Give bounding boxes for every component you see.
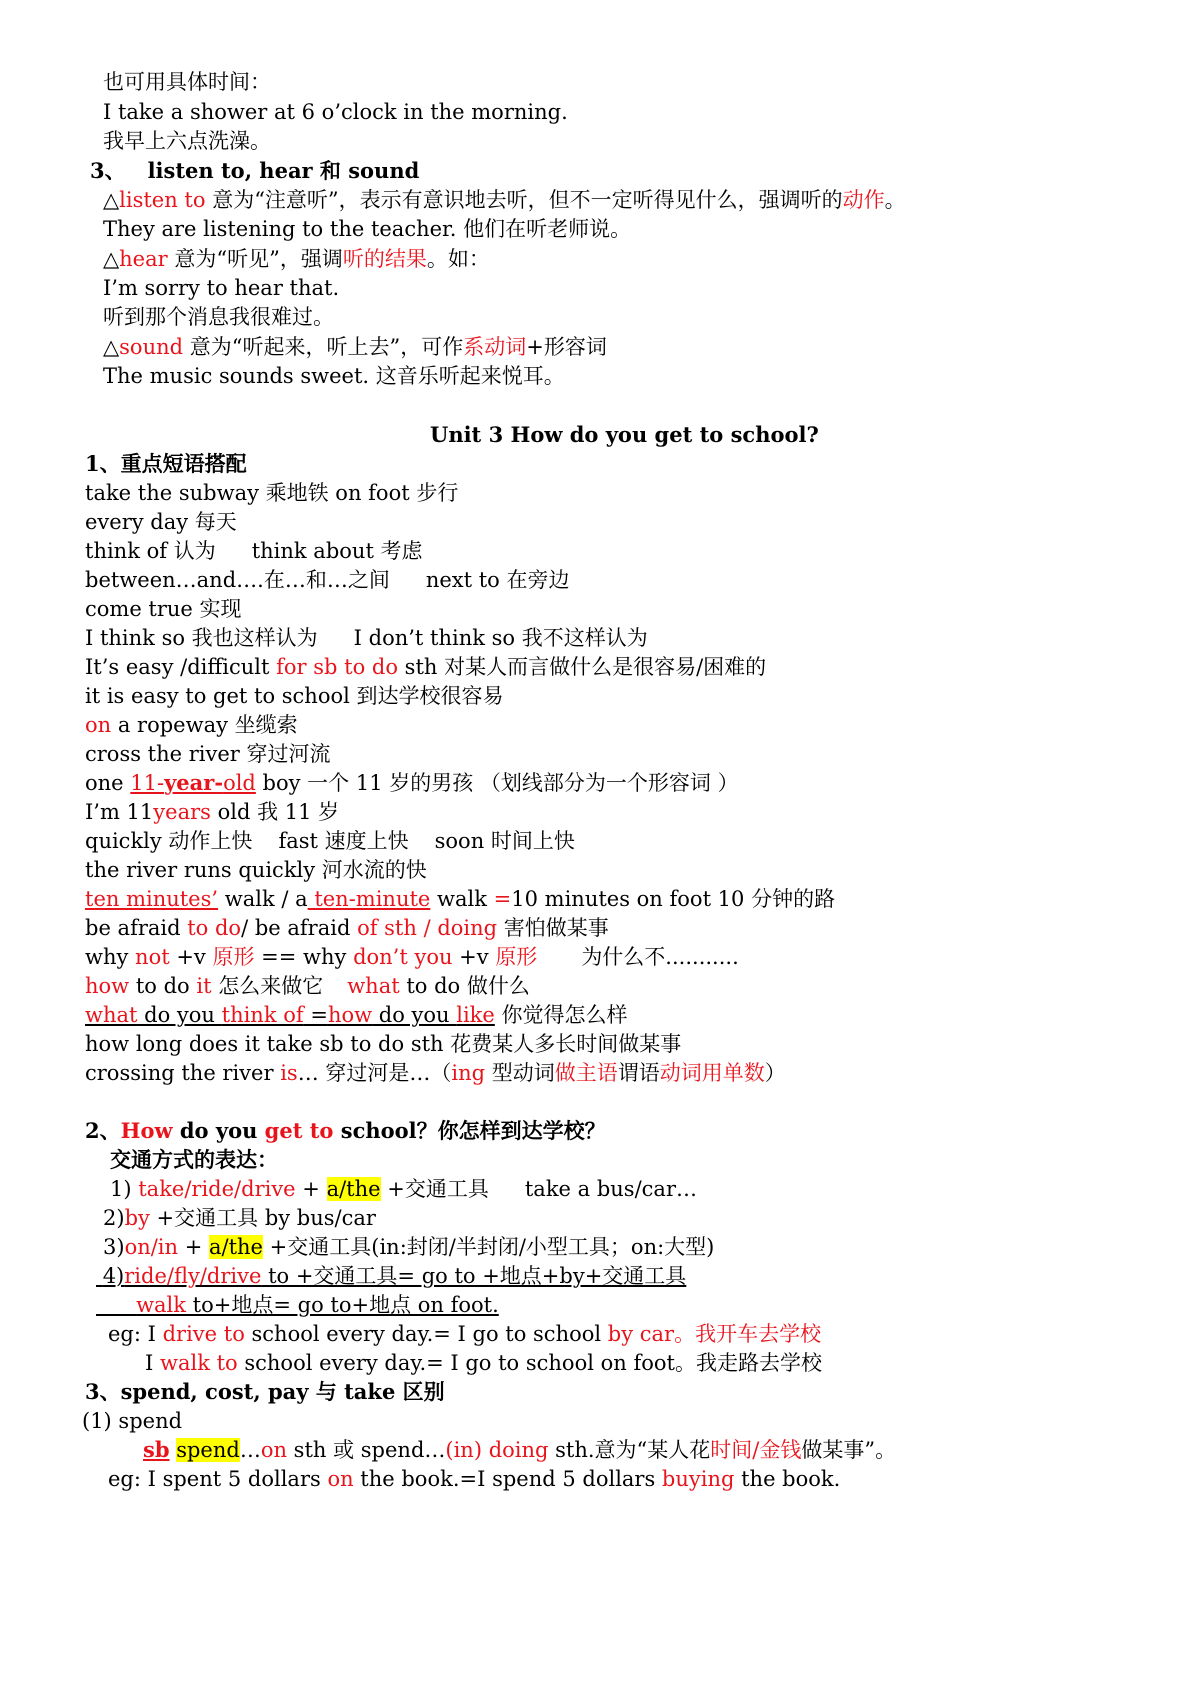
text-line	[143, 1436, 896, 1464]
keyword: 做主语	[554, 1061, 618, 1085]
text: to +交通工具= go to +地点+by+交通工具	[261, 1264, 687, 1288]
text: +交通工具	[380, 1177, 489, 1201]
text: 2)	[103, 1206, 125, 1230]
text: think about 考虑	[251, 539, 423, 563]
keyword: on	[85, 713, 112, 737]
text-line: (1) spend	[82, 1409, 183, 1433]
keyword: 时间/金钱	[710, 1438, 802, 1462]
highlight: a/the	[209, 1235, 263, 1259]
text: soon 时间上快	[434, 829, 575, 853]
text: 害怕做某事	[497, 916, 609, 940]
text: It’s easy /difficult	[85, 655, 277, 679]
text: school every day.= I go to school	[244, 1322, 608, 1346]
keyword: for sb to do	[276, 655, 398, 679]
triangle-icon: △	[103, 335, 120, 359]
keyword: 动作	[842, 188, 885, 212]
phrase-line: cross the river 穿过河流	[85, 742, 331, 766]
method-line	[103, 1204, 376, 1232]
keyword: ing	[451, 1061, 486, 1085]
keyword: walk	[136, 1293, 186, 1317]
text: ）	[764, 1061, 786, 1085]
keyword: years	[153, 800, 211, 824]
underlined-phrase	[85, 1003, 495, 1027]
keyword: think of	[221, 1003, 304, 1027]
keyword: by	[124, 1206, 150, 1230]
text: take a bus/car…	[524, 1177, 697, 1201]
text: eg: I	[108, 1322, 163, 1346]
keyword: 系动词	[463, 335, 527, 359]
text: think of 认为	[85, 539, 216, 563]
keyword: walk to	[159, 1351, 238, 1375]
text: =	[303, 1003, 328, 1027]
phrase-line	[85, 943, 739, 971]
phrase-line	[85, 566, 570, 594]
text: 3)	[103, 1235, 125, 1259]
keyword: (in) doing	[445, 1438, 549, 1462]
keyword: 原形	[212, 945, 255, 969]
section-number: 3、	[90, 158, 126, 183]
text: sth.意为“某人花	[548, 1438, 711, 1462]
text: old 我 11 岁	[210, 800, 340, 824]
phrase-line: the river runs quickly 河水流的快	[85, 858, 427, 882]
keyword: on/in	[124, 1235, 179, 1259]
section-heading: 1、重点短语搭配	[85, 451, 247, 476]
keyword: ten-minute	[307, 887, 431, 911]
keyword: get to	[264, 1118, 334, 1143]
keyword: year-	[164, 770, 224, 795]
keyword: it	[196, 974, 212, 998]
keyword: ten minutes’	[85, 887, 219, 911]
phrase-line	[85, 798, 339, 826]
highlight: spend	[176, 1438, 240, 1462]
text: 10 minutes on foot 10 分钟的路	[511, 887, 836, 911]
keyword: by car	[607, 1322, 675, 1346]
keyword: drive to	[162, 1322, 245, 1346]
text: sth 对某人而言做什么是很容易/困难的	[398, 655, 767, 679]
section-title: listen to, hear 和 sound	[147, 158, 420, 183]
phrase-line: every day 每天	[85, 510, 237, 534]
text: eg: I spent 5 dollars	[108, 1467, 328, 1491]
text: walk	[430, 887, 494, 911]
keyword: listen to	[119, 188, 206, 212]
text-line: 我早上六点洗澡。	[103, 129, 271, 153]
text: 型动词	[485, 1061, 555, 1085]
keyword: 。我开车去学校	[674, 1322, 822, 1346]
keyword: on	[327, 1467, 354, 1491]
text: one	[85, 771, 131, 795]
text: quickly 动作上快	[85, 829, 253, 853]
text: 意为“注意听”，表示有意识地去听，但不一定听得见什么，强调听的	[205, 188, 843, 212]
text: 意为“听起来，听上去”，可作	[183, 335, 464, 359]
text: to do	[129, 974, 197, 998]
section-heading	[90, 157, 419, 185]
text: a ropeway 坐缆索	[111, 713, 298, 737]
method-line	[103, 1233, 714, 1261]
keyword: don’t you	[353, 945, 453, 969]
keyword: 原形	[495, 945, 538, 969]
text: +交通工具(in:封闭/半封闭/小型工具；on:大型)	[263, 1235, 715, 1259]
text: +形容词	[526, 335, 607, 359]
triangle-icon: △	[103, 188, 120, 212]
text: +	[295, 1177, 327, 1201]
section-heading: 3、spend, cost, pay 与 take 区别	[85, 1379, 445, 1404]
text-line	[103, 333, 607, 361]
sub-heading: 交通方式的表达：	[110, 1147, 278, 1172]
keyword: not	[135, 945, 170, 969]
keyword: how	[85, 974, 130, 998]
keyword: to do	[187, 916, 242, 940]
text-line: 听到那个消息我很难过。	[103, 305, 334, 329]
phrase-line	[85, 653, 766, 681]
keyword: is	[280, 1061, 298, 1085]
text: …	[239, 1438, 261, 1462]
text: be afraid	[85, 916, 188, 940]
phrase-line: come true 实现	[85, 597, 242, 621]
text: why	[85, 945, 136, 969]
text: do you	[372, 1003, 457, 1027]
phrase-line	[85, 711, 298, 739]
keyword: 动词用单数	[659, 1061, 765, 1085]
example-line	[108, 1320, 821, 1348]
phrase-line	[85, 1001, 628, 1029]
text: I think so 我也这样认为	[85, 626, 318, 650]
text: to+地点= go to+地点 on foot.	[186, 1293, 499, 1317]
text: walk / a	[218, 887, 308, 911]
phrase-line	[85, 972, 530, 1000]
text-line: I’m sorry to hear that.	[103, 276, 340, 300]
phrase-line	[85, 769, 739, 797]
text: 做某事”。	[801, 1438, 897, 1462]
text: / be afraid	[241, 916, 358, 940]
method-line	[110, 1175, 697, 1203]
keyword: old	[223, 771, 256, 795]
text: crossing the river	[85, 1061, 281, 1085]
keyword: ride/fly/drive	[124, 1264, 262, 1288]
text: boy 一个 11 岁的男孩 （划线部分为一个形容词 ）	[255, 771, 739, 795]
keyword: what	[85, 1003, 138, 1027]
text: +	[178, 1235, 209, 1259]
text: the book.	[734, 1467, 841, 1491]
text: +交通工具 by bus/car	[149, 1206, 376, 1230]
example-line	[145, 1349, 822, 1377]
text: I’m 11	[85, 800, 154, 824]
method-line	[96, 1262, 686, 1290]
keyword: =	[493, 887, 512, 911]
text: 怎么来做它	[211, 974, 324, 998]
text-line: 也可用具体时间：	[103, 70, 271, 94]
unit-title: Unit 3 How do you get to school?	[430, 422, 819, 447]
text: 。	[884, 188, 906, 212]
text: 意为“听见”，强调	[167, 247, 343, 271]
method-line	[96, 1291, 499, 1319]
text: do you	[137, 1003, 222, 1027]
phrase-line	[85, 885, 835, 913]
keyword: sound	[119, 335, 184, 359]
keyword: of sth / doing	[357, 916, 498, 940]
keyword: what	[347, 974, 400, 998]
text: the book.=I spend 5 dollars	[353, 1467, 662, 1491]
keyword: on	[260, 1438, 287, 1462]
text-line: They are listening to the teacher. 他们在听老师说。	[103, 217, 632, 241]
section-number: 2、	[85, 1118, 121, 1143]
text: … 穿过河是…（	[297, 1061, 452, 1085]
phrase-line	[85, 624, 648, 652]
keyword: like	[456, 1003, 495, 1027]
text: == why	[254, 945, 354, 969]
keyword: hear	[119, 247, 168, 271]
highlight: a/the	[326, 1177, 381, 1201]
keyword: buying	[661, 1467, 735, 1491]
keyword: how	[327, 1003, 373, 1027]
keyword: How	[120, 1118, 173, 1143]
text: 谓语	[617, 1061, 660, 1085]
phrase-line: how long does it take sb to do sth 花费某人多长时间做某事	[85, 1032, 682, 1056]
text-line	[103, 245, 490, 273]
text: 4)	[102, 1264, 125, 1288]
text-line	[103, 186, 906, 214]
text: 1)	[110, 1177, 139, 1201]
phrase-line	[85, 1059, 786, 1087]
text: I don’t think so 我不这样认为	[353, 626, 648, 650]
text: sth 或 spend…	[287, 1438, 446, 1462]
section-heading	[85, 1117, 606, 1145]
text: to do 做什么	[399, 974, 530, 998]
text: next to 在旁边	[425, 568, 570, 592]
text: 你觉得怎么样	[494, 1003, 628, 1027]
text: do you	[172, 1118, 265, 1143]
text: +v	[169, 945, 213, 969]
keyword: 11-	[130, 771, 165, 795]
keyword: 听的结果	[342, 247, 427, 271]
text: between…and….在…和…之间	[85, 568, 390, 592]
text: +v	[452, 945, 496, 969]
phrase-line	[85, 827, 575, 855]
text: school？你怎样到达学校？	[333, 1118, 606, 1143]
text-line: The music sounds sweet. 这音乐听起来悦耳。	[103, 364, 565, 388]
text: 为什么不...........	[581, 945, 739, 969]
text-line: I take a shower at 6 o’clock in the morning.	[103, 100, 568, 124]
phrase-line	[85, 537, 423, 565]
text: fast 速度上快	[278, 829, 409, 853]
text: I	[145, 1351, 160, 1375]
example-line	[108, 1465, 840, 1493]
triangle-icon: △	[103, 247, 120, 271]
phrase-line: take the subway 乘地铁 on foot 步行	[85, 481, 459, 505]
keyword: take/ride/drive	[138, 1177, 296, 1201]
keyword: sb	[143, 1437, 170, 1462]
phrase-line: it is easy to get to school 到达学校很容易	[85, 684, 504, 708]
phrase-line	[85, 914, 609, 942]
text: school every day.= I go to school on foot。我走路去学校	[237, 1351, 822, 1375]
text: 。如：	[426, 247, 490, 271]
